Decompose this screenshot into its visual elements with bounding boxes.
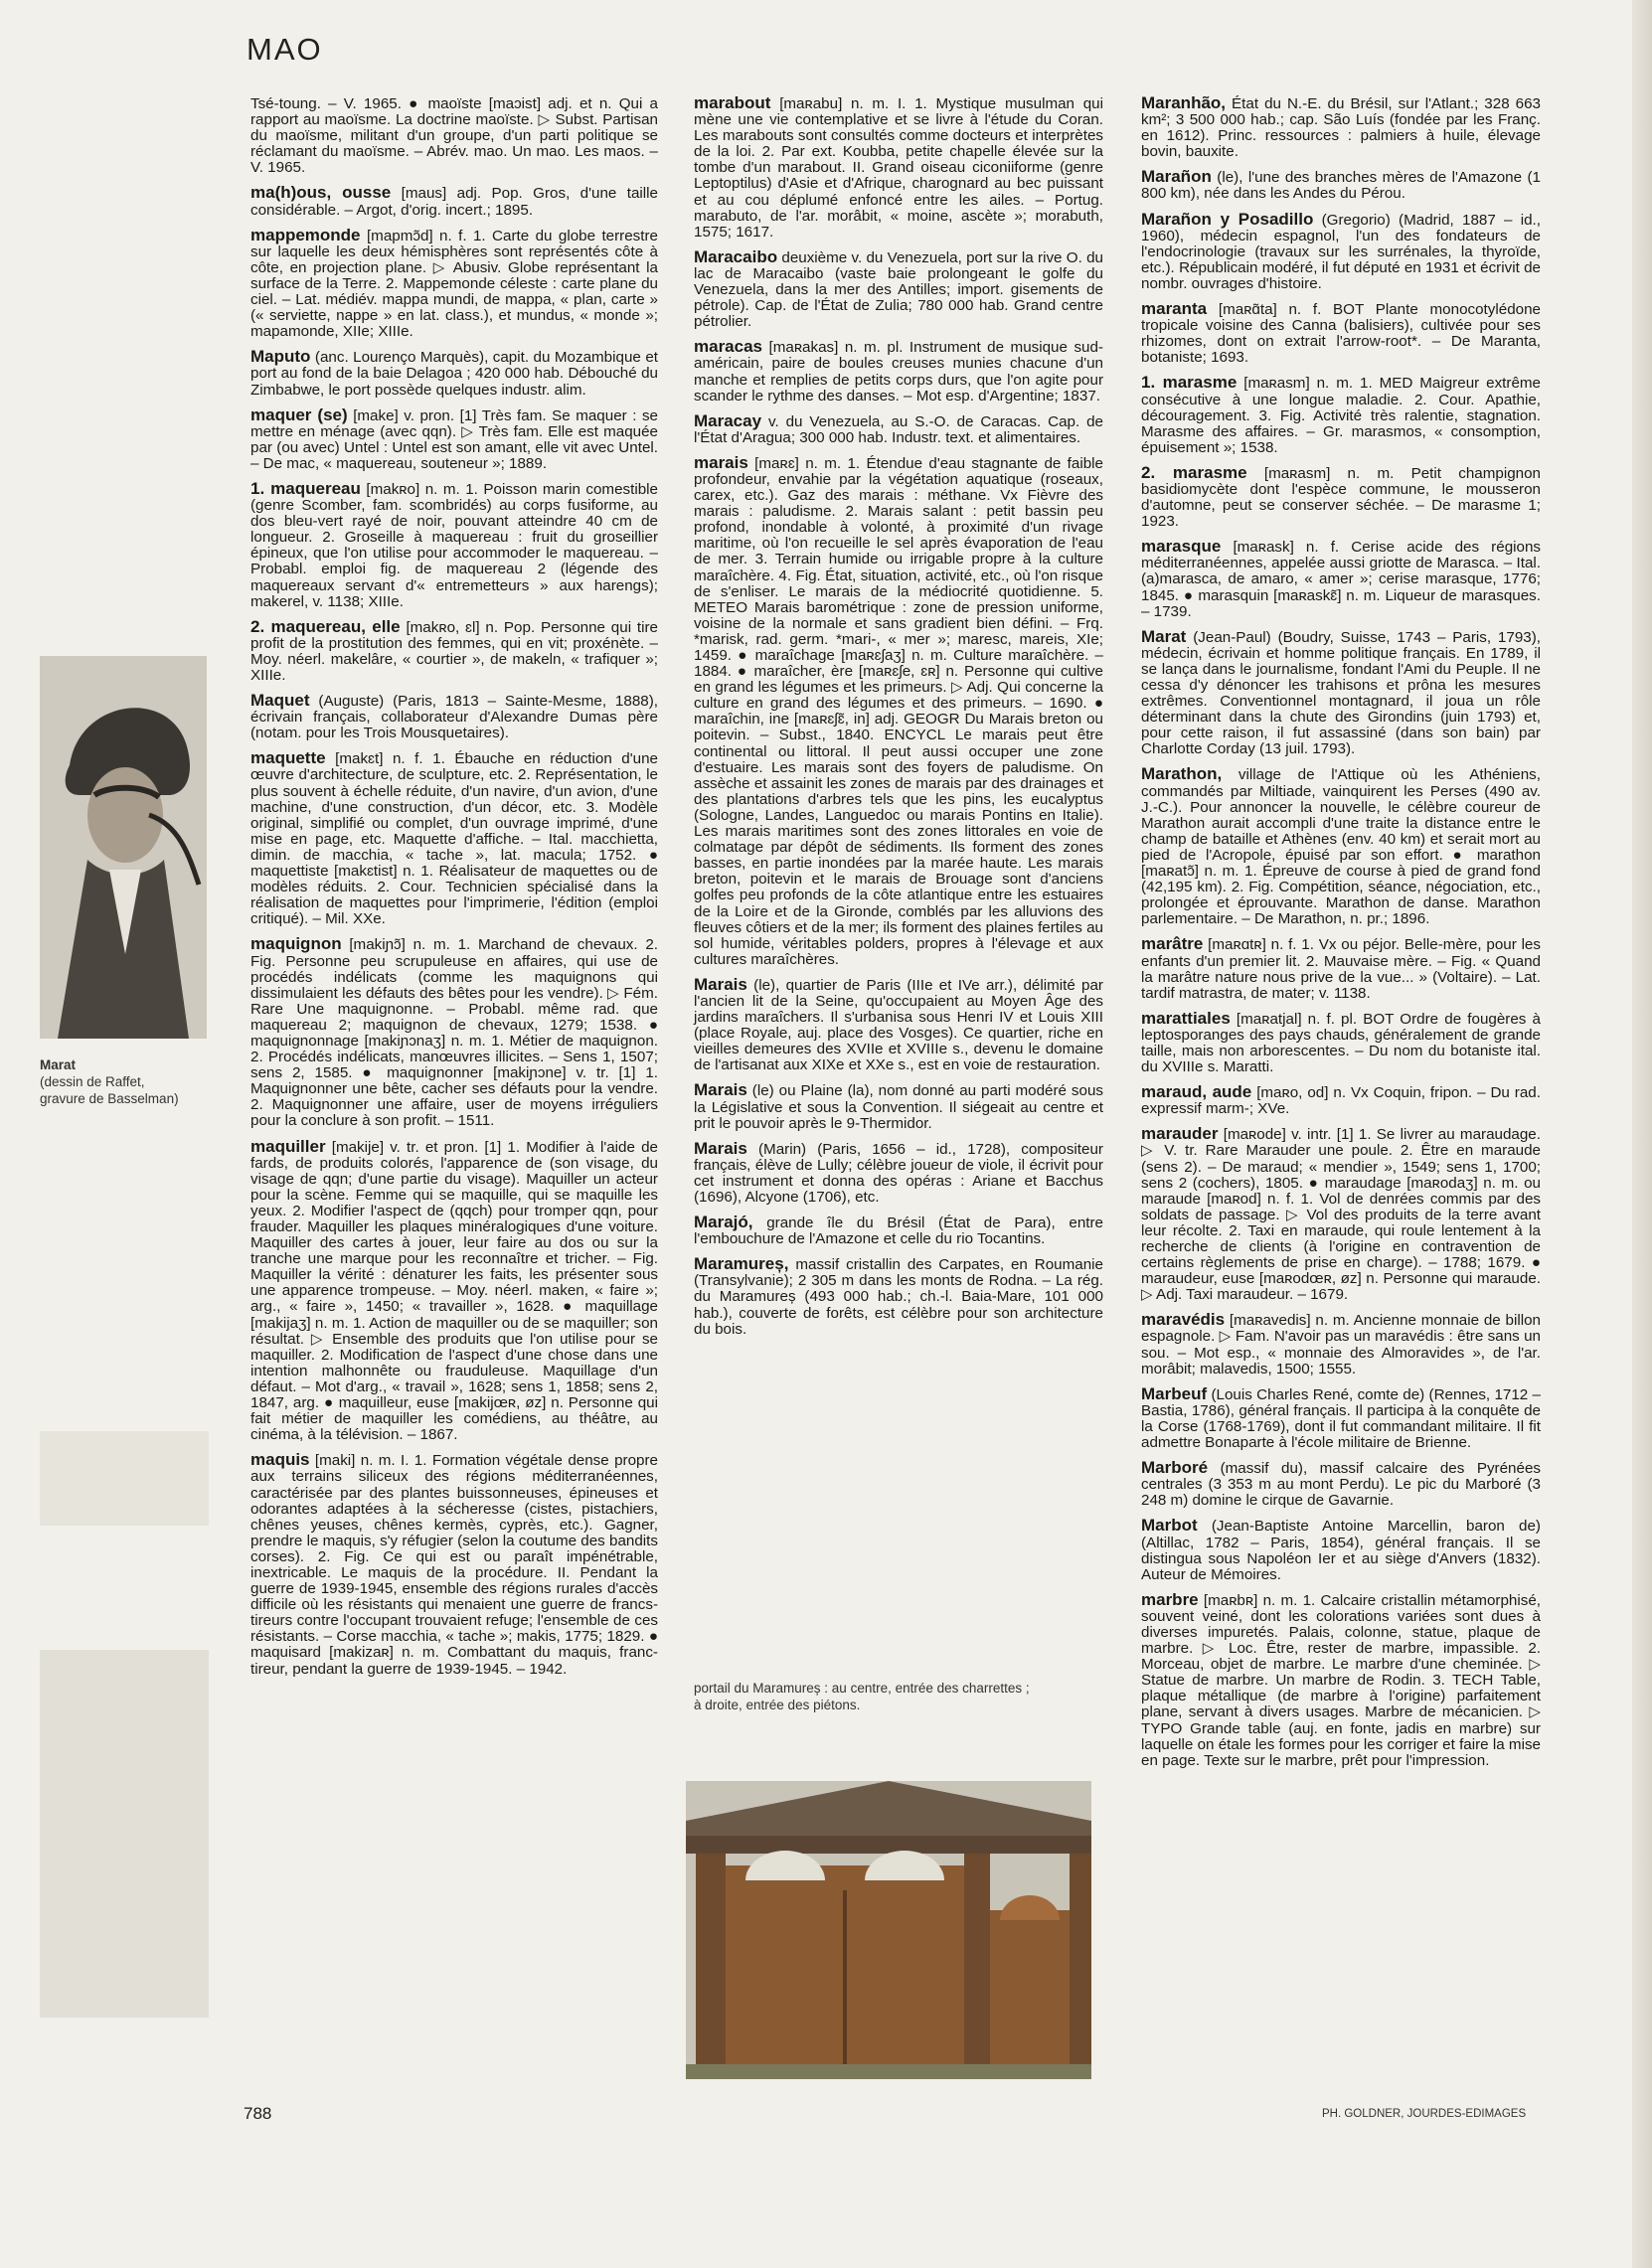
column-3 <box>1141 95 1541 1778</box>
entry: Marais (le) ou Plaine (la), nom donné au parti modéré sous la Législative et sous la Convention. Il siégeait au centre et prit le pouvoir après le 9-Thermidor. <box>694 1080 1103 1132</box>
page-edge <box>1632 0 1652 2268</box>
entry: marbre [maʀbʀ] n. m. 1. Calcaire cristallin métamorphisé, souvent veiné, dont les colorations variées sont dues à diverses impuretés. Palais, colonne, statue, plaque de marbre. ▷ Loc. Être, rester de marbre, impassible. 2. Morceau, objet de marbre. Le marbre d'une cheminée. ▷ Statue de marbre. Un marbre de Rodin. 3. TECH Table, plaque métallique (de marbre à l'origine) parfaitement plane, servant à divers usages. Marbre de mécanicien. ▷ TYPO Grande table (auj. en fonte, jadis en marbre) sur laquelle on étale les formes pour les corriger et faire la mise en page. Texte sur le marbre, prêt pour l'impression. <box>1141 1589 1541 1769</box>
entry: Marbot (Jean-Baptiste Antoine Marcellin, baron de) (Altillac, 1782 – Paris, 1854), général français. Il se distingua sous Napoléon Ier et au siège d'Anvers (1832). Auteur de Mémoires. <box>1141 1516 1541 1583</box>
entry: maquiller [makije] v. tr. et pron. [1] 1. Modifier à l'aide de fards, de produits colorés, l'apparence de (son visage, du visage de qqn; d'une partie du visage). Maquiller un acteur pour la scène. Femme qui se maquille, qui se maquille les yeux. 2. Modifier l'aspect de (qqch) pour tromper qqn, pour frauder. Maquiller les plaques minéralogiques d'une voiture. Maquiller des cartes à jouer, leur faire au dos ou sur la tranche une marque pour les reconnaître et tricher. – Fig. Maquiller la vérité : dénaturer les faits, les présenter sous une apparence trompeuse. – Moy. néerl. maken, « faire »; arg., « faire », 1450; « travailler », 1628. ● maquillage [makijaʒ] n. m. 1. Action de maquiller ou de se maquiller; son résultat. ▷ Ensemble des produits que l'on utilise pour se maquiller. 2. Modification de l'aspect d'une chose dans une intention malhonnête ou frauduleuse. Maquillage d'un défaut. – Mot d'arg., « travail », 1628; sens 1, 1858; sens 2, 1847, arg. ● maquilleur, euse [makijœʀ, øz] n. Personne qui fait métier de maquiller les comédiens, au théâtre, au cinéma, à la télévision. – 1867. <box>250 1136 658 1444</box>
entry: Marboré (massif du), massif calcaire des Pyrénées centrales (3 353 m au mont Perdu). Le pic du Marboré (3 248 m) domine le cirque de Gavarnie. <box>1141 1458 1541 1510</box>
entry: maravédis [maʀavedis] n. m. Ancienne monnaie de billon espagnole. ▷ Fam. N'avoir pas un maravédis : être sans un sou. – Mot esp., « monnaie des Almoravides », de l'ar. morâbit; malavedis, 1500; 1555. <box>1141 1310 1541 1377</box>
entry: Maracay v. du Venezuela, au S.-O. de Caracas. Cap. de l'État d'Aragua; 300 000 hab. Industr. text. et alimentaires. <box>694 410 1103 446</box>
entry: Marais (Marin) (Paris, 1656 – id., 1728), compositeur français, élève de Lully; célèbre joueur de viole, il écrivit pour cet instrument et donna des opéras : Ariane et Bacchus (1696), Alcyone (1706), etc. <box>694 1138 1103 1206</box>
entry: Maranhão, État du N.-E. du Brésil, sur l'Atlant.; 328 663 km²; 3 500 000 hab.; cap. São Luís (fondée par les Franç. en 1612). Princ. ressources : palmiers à huile, élevage bovin, bauxite. <box>1141 93 1541 161</box>
entry: marasque [maʀask] n. f. Cerise acide des régions méditerranéennes, appelée aussi griotte de Marasca. – Ital. (a)marasca, de amaro, « amer »; cerise marasque, 1776; 1845. ● marasquin [maʀaskɛ̃] n. m. Liqueur de marasques. – 1739. <box>1141 537 1541 620</box>
entry: maracas [maʀakas] n. m. pl. Instrument de musique sud-américain, paire de boules creuses munies chacune d'un manche et remplies de petits corps durs, que l'on agite pour scander le rythme des danses. – Mot esp. d'Argentine; 1837. <box>694 337 1103 405</box>
entry: maquette [makɛt] n. f. 1. Ébauche en réduction d'une œuvre d'architecture, de sculpture, etc. 2. Représentation, le plus souvent à échelle réduite, d'un navire, d'un avion, d'une machine, d'une construction, d'un décor, etc. 3. Modèle original, simplifié ou complet, d'un ouvrage imprimé, d'une mise en page, etc. Maquette d'affiche. – Ital. macchietta, dimin. de macchia, « tache », lat. macula; 1752. ● maquettiste [makɛtist] n. 1. Réalisateur de maquettes ou de modèles réduits. 2. Cour. Technicien spécialisé dans la réalisation de maquettes pour l'imprimerie, l'édition (emploi critiqué). – Mil. XXe. <box>250 748 658 928</box>
show-through-block <box>40 1650 209 2018</box>
entry: Maputo (anc. Lourenço Marquès), capit. du Mozambique et port au fond de la baie Delagoa ; 420 000 hab. Débouché du Zimbabwe, le port possède quelques industr. alim. <box>250 347 658 399</box>
entry: marais [maʀɛ] n. m. 1. Étendue d'eau stagnante de faible profondeur, envahie par la végétation aquatique (roseaux, carex, etc.). Gaz des marais : méthane. Vx Fièvre des marais : paludisme. 2. Marais salant : petit bassin peu profond, inondable à volonté, à proximité d'un rivage maritime, où l'on recueille le sel après évaporation de l'eau de mer. 3. Terrain humide ou irrigable propre à la culture maraîchère. 4. Fig. État, situation, activité, etc., où l'on risque de s'enliser. Le marais de la médiocrité quotidienne. 5. METEO Marais barométrique : zone de pression uniforme, voisine de la normale et sans gradient bien défini. – Frq. *marisk, rad. germ. *mari-, « mer »; maresc, mareis, XIe; 1459. ● maraîchage [maʀɛʃaʒ] n. m. Culture maraîchère. – 1884. ● maraîcher, ère [maʀɛʃe, ɛʀ] n. Personne qui cultive en grand les légumes et les primeurs. ▷ Adj. Qui concerne la culture en grand des légumes et des primeurs. – 1690. ● maraîchin, ine [maʀɛʃɛ̃, in] adj. GEOGR Du Marais breton ou poitevin. – Subst., 1840. ENCYCL Le marais peut être continental ou littoral. Il peut aussi occuper une zone d'estuaire. Les marais sont des foyers de paludisme. On assèche et assainit les zones de marais par des drainages et des plantations d'arbres tels que les pins, les eucalyptus (Sologne, Landes, Languedoc ou marais Pontins en Italie). Les marais maritimes sont des zones littorales en voie de colmatage par dépôt de sédiments. Ils forment des zones basses, en partie inondées par la marée haute. Les marais breton, poitevin et le marais de Brouage sont d'anciens golfes peu profonds de la côte atlantique entre les estuaires de la Loire et de la Gironde, comblés par les alluvions des fleuves côtiers et de la mer; ils forment des plaines fertiles au sol humide, véritables polders, propres à l'élevage et aux cultures maraîchères. <box>694 452 1103 968</box>
entry: Maramureș, massif cristallin des Carpates, en Roumanie (Transylvanie); 2 305 m dans les monts de Rodna. – La rég. du Maramureș (493 000 hab.; ch.-l. Baia-Mare, 101 000 hab.), couverte de forêts, est célèbre pour son architecture du bois. <box>694 1254 1103 1338</box>
entry: marattiales [maʀatjal] n. f. pl. BOT Ordre de fougères à leptosporanges des pays chauds, généralement de grande taille, mais non arborescentes. – Du nom du botaniste ital. du XVIIIe s. Maratti. <box>1141 1008 1541 1076</box>
entry: marauder [maʀode] v. intr. [1] 1. Se livrer au maraudage. ▷ V. tr. Rare Marauder une poule. 2. Être en maraude (sens 2). – De maraud; « mendier », 1549; sens 1, 1700; sens 2 (cochers), 1805. ● maraudage [maʀodaʒ] n. m. ou maraude [maʀod] n. f. 1. Vol de denrées commis par des soldats de passage. ▷ Vol des produits de la terre avant leur récolte. 2. Taxi en maraude, qui roule lentement à la recherche de clients (à l'origine en contravention de certains règlements de prise en charge). – 1788; 1679. ● maraudeur, euse [maʀodœʀ, øz] n. Personne qui maraude. ▷ Adj. Taxi maraudeur. – 1679. <box>1141 1124 1541 1304</box>
entry: maraud, aude [maʀo, od] n. Vx Coquin, fripon. – Du rad. expressif marm-; XVe. <box>1141 1082 1541 1118</box>
entry: 2. maquereau, elle [makʀo, ɛl] n. Pop. Personne qui tire profit de la prostitution des femmes, qui en vit; proxénète. – Moy. néerl. makelâre, « courtier », de makeln, « trafiquer »; XIIIe. <box>250 616 658 684</box>
entry: maranta [maʀɑ̃ta] n. f. BOT Plante monocotylédone tropicale voisine des Canna (balisiers), cultivée pour ses rhizomes, dont on extrait l'arrow-root*. – De Maranta, botaniste; 1693. <box>1141 299 1541 367</box>
entry: maquer (se) [make] v. pron. [1] Très fam. Se maquer : se mettre en ménage (avec qqn). ▷ Très fam. Elle est maquée par (ou avec) Untel : Untel est son amant, elle vit avec Untel. – De mac, « maquereau, souteneur »; 1889. <box>250 405 658 472</box>
entry: Marat (Jean-Paul) (Boudry, Suisse, 1743 – Paris, 1793), médecin, écrivain et homme politique français. En 1789, il se lança dans le journalisme, fondant l'Ami du Peuple. Il ne cessa d'y dénoncer les trahisons et prôna les mesures extrêmes. Conventionnel montagnard, il joua un rôle déterminant dans la chute des Girondins (juin 1793) et, pour cette raison, il fut assassiné (dans son bain) par Charlotte Corday (13 juil. 1793). <box>1141 626 1541 758</box>
entry: Marbeuf (Louis Charles René, comte de) (Rennes, 1712 – Bastia, 1786), général français. Il participa à la conquête de la Corse (1768-1769), dont il fut commandant militaire. Il fit admettre Bonaparte à l'école militaire de Brienne. <box>1141 1383 1541 1452</box>
entry: Marathon, village de l'Attique où les Athéniens, commandés par Miltiade, vainquirent les Perses (490 av. J.-C.). Pour annoncer la nouvelle, le célèbre coureur de Marathon aurait accompli d'une traite la distance entre le champ de bataille et Athènes (env. 40 km) et serait mort au pied de l'Acropole, épuisé par son effort. ● marathon [maʀatɔ̃] n. m. 1. Épreuve de course à pied de grand fond (42,195 km). 2. Fig. Compétition, séance, négociation, etc., prolongée et éprouvante. Marathon de danse. Marathon parlementaire. – De Marathon, n. pr.; 1896. <box>1141 764 1541 928</box>
entry: maquis [maki] n. m. I. 1. Formation végétale dense propre aux terrains siliceux des régions méditerranéennes, caractérisée par des plantes buissonneuses, épineuses et odorantes adaptées à la sécheresse (cistes, pistachiers, chênes yeuses, chênes kermès, cyprès, etc.). Gagner, prendre le maquis, s'y réfugier (selon la coutume des bandits corses). 2. Fig. Ce qui est ou paraît impénétrable, inextricable. Le maquis de la procédure. II. Pendant la guerre de 1939-1945, ensemble des régions rurales d'accès difficile où les résistants qui menaient une guerre de francs-tireurs contre l'occupant trouvaient refuge; l'ensemble de ces résistants. – Corse macchia, « tache »; makis, 1775; 1829. ● maquisard [makizaʀ] n. m. Combattant du maquis, franc-tireur, pendant la guerre de 1939-1945. – 1942. <box>250 1450 658 1678</box>
photo-caption: portail du Maramureș : au centre, entrée des charrettes ; à droite, entrée des piétons. <box>694 1681 1030 1712</box>
entry: Tsé-toung. – V. 1965. ● maoïste [maɔist] adj. et n. Qui a rapport au maoïsme. La doctrine maoïste. ▷ Subst. Partisan du maoïsme, militant d'un groupe, d'un parti politique se réclamant du maoïsme. – Abrév. mao. Un mao. Les maos. – V. 1965. <box>250 95 658 177</box>
entry: mappemonde [mapmɔ̃d] n. f. 1. Carte du globe terrestre sur laquelle les deux hémisphères sont représentés côte à côte, en projection plane. ▷ Abusiv. Globe représentant la surface de la Terre. 2. Mappemonde céleste : carte plane du ciel. – Lat. médiév. mappa mundi, de mappa, « plan, carte » (« serviette, nappe » en lat. class.), et mundus, « monde »; mapamonde, XIIe; XIIIe. <box>250 225 658 341</box>
page-number: 788 <box>244 2104 272 2123</box>
entry: Marañon y Posadillo (Gregorio) (Madrid, 1887 – id., 1960), médecin espagnol, l'un des fondateurs de l'endocrinologie (travaux sur les surrénales, la thyroïde, etc.). Républicain modéré, il fut député en 1931 et écrivit de nombr. ouvrages d'histoire. <box>1141 209 1541 292</box>
entry: 1. marasme [maʀasm] n. m. 1. MED Maigreur extrême consécutive à une longue maladie. 2. Cour. Apathie, découragement. 3. Fig. Activité très ralentie, stagnation. Marasme des affaires. – Gr. marasmos, « consomption, épuisement »; 1538. <box>1141 373 1541 456</box>
entry: Maquet (Auguste) (Paris, 1813 – Sainte-Mesme, 1888), écrivain français, collaborateur d'Alexandre Dumas père (notam. pour les Trois Mousquetaires). <box>250 691 658 742</box>
show-through-block <box>40 1431 209 1526</box>
marat-portrait <box>40 656 207 1039</box>
entry: Marais (le), quartier de Paris (IIIe et IVe arr.), délimité par l'ancien lit de la Seine, qu'occupaient au Moyen Âge des jardins maraîchers. Il s'urbanisa sous Henri IV et Louis XIII (place Royale, auj. place des Vosges). Ce quartier, riche en vieilles demeures des XVIIe et XVIIIe s., devenu le domaine de l'artisanat aux XIXe et XXe s., est en voie de restauration. <box>694 974 1103 1074</box>
entry: Marañon (le), l'une des branches mères de l'Amazone (1 800 km), née dans les Andes du Pérou. <box>1141 167 1541 203</box>
photo-credit: PH. GOLDNER, JOURDES-EDIMAGES <box>1322 2108 1527 2120</box>
entry: 2. marasme [maʀasm] n. m. Petit champignon basidiomycète dont l'espèce commune, le mousseron d'automne, peut se conserver séchée. – De marasme 1; 1923. <box>1141 462 1541 531</box>
entry: Marajó, grande île du Brésil (État de Para), entre l'embouchure de l'Amazone et celle du rio Tocantins. <box>694 1213 1103 1248</box>
entry: maquignon [makiɲɔ̃] n. m. 1. Marchand de chevaux. 2. Fig. Personne peu scrupuleuse en affaires, qui use de procédés indélicats (comme les maquignons qui dissimulaient les défauts des bêtes pour les vendre). ▷ Fém. Rare Une maquignonne. – Probabl. même rad. que maquereau 2; maquignon de chevaux, 1279; 1538. ● maquignonnage [makiɲɔnaʒ] n. m. 1. Métier de maquignon. 2. Procédés indélicats, manœuvres illicites. – Sens 1, 1507; sens 2, 1585. ● maquignonner [makiɲɔne] v. tr. [1] 1. Maquignonner une bête, cacher ses défauts pour la vendre. 2. Maquignonner une affaire, user de moyens irréguliers pour la conclure à son profit. – 1511. <box>250 934 658 1130</box>
column-2 <box>694 95 1103 1347</box>
maramures-gate-photo <box>686 1781 1091 2079</box>
entry: marabout [maʀabu] n. m. I. 1. Mystique musulman qui mène une vie contemplative et se livre à l'étude du Coran. Les marabouts sont consultés comme docteurs et interprètes de la loi. 2. Par ext. Koubba, petite chapelle élevée sur la tombe d'un marabout. II. Grand oiseau ciconiiforme (genre Leptoptilus) d'Asie et d'Afrique, charognard au bec puissant et au cou déplumé enfoncé entre les ailes. – Portug. marabuto, de l'ar. morâbit, « moine, ascète »; morabuth, 1575; 1617. <box>694 93 1103 241</box>
portrait-caption: Marat (dessin de Raffet, gravure de Basselman) <box>40 1057 179 1106</box>
entry: Maracaibo deuxième v. du Venezuela, port sur la rive O. du lac de Maracaibo (vaste baie prolongeant le golfe du Venezuela, dans la mer des Antilles; import. gisements de pétrole). Cap. de l'État de Zulia; 780 000 hab. Grand centre pétrolier. <box>694 246 1103 331</box>
column-1 <box>250 95 658 1687</box>
running-head: MAO <box>247 32 323 67</box>
entry: 1. maquereau [makʀo] n. m. 1. Poisson marin comestible (genre Scomber, fam. scombridés) au corps fusiforme, au dos bleu-vert rayé de noir, pouvant atteindre 40 cm de longueur. 2. Groseille à maquereau : fruit du groseillier épineux, que l'on utilise pour accommoder le maquereau. – Probabl. emploi fig. de maquereau 2 (légende des maquereaux servant d'« entremetteurs » aux harengs); makerel, v. 1138; XIIIe. <box>250 478 658 610</box>
entry: marâtre [maʀɑtʀ] n. f. 1. Vx ou péjor. Belle-mère, pour les enfants d'un premier lit. 2. Mauvaise mère. – Fig. « Quand la marâtre nature nous prive de la vue... » (Voltaire). – Lat. tardif matrastra, de mater; v. 1138. <box>1141 934 1541 1002</box>
entry: ma(h)ous, ousse [maus] adj. Pop. Gros, d'une taille considérable. – Argot, d'orig. incert.; 1895. <box>250 183 658 219</box>
